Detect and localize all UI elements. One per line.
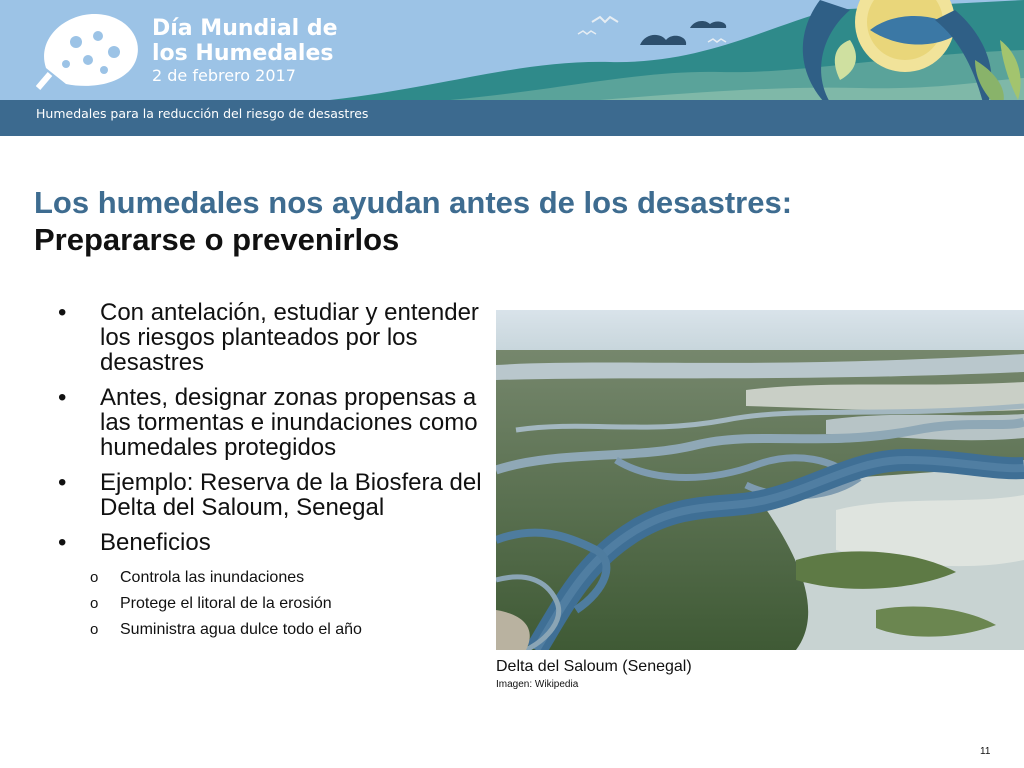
slide-title-line2: Prepararse o prevenirlos	[34, 222, 400, 257]
sub-bullet-marker: o	[90, 595, 99, 612]
sub-bullet-item	[58, 621, 498, 639]
sub-bullet-text: Suministra agua dulce todo el año	[120, 621, 362, 638]
photo-caption: Delta del Saloum (Senegal)	[496, 658, 692, 675]
bullet-text: Beneficios	[100, 529, 211, 556]
event-title-line1: Día Mundial de	[152, 16, 338, 41]
bullet-marker: •	[58, 469, 67, 496]
bullet-item	[58, 470, 498, 520]
sub-bullet-item	[58, 595, 498, 613]
page-number: 11	[980, 746, 991, 757]
bullet-text: Con antelación, estudiar y entender los riesgos planteados por los desastres	[100, 299, 479, 376]
header-banner	[0, 0, 1024, 136]
bullet-text: Antes, designar zonas propensas a las tormentas e inundaciones como humedales protegidos	[100, 384, 478, 461]
bullet-list	[58, 300, 498, 647]
sub-bullet-marker: o	[90, 569, 99, 586]
bullet-marker: •	[58, 384, 67, 411]
bullet-marker: •	[58, 299, 67, 326]
sub-bullet-marker: o	[90, 621, 99, 638]
wetlands-day-logo	[36, 8, 144, 92]
bullet-marker: •	[58, 529, 67, 556]
sub-bullet-text: Controla las inundaciones	[120, 569, 305, 586]
delta-photo	[496, 310, 1024, 650]
event-title	[152, 16, 338, 66]
slide-title-line1: Los humedales nos ayudan antes de los desastres:	[34, 185, 793, 220]
bullet-item	[58, 530, 498, 555]
banner-subtitle: Humedales para la reducción del riesgo de desastres	[36, 106, 369, 121]
bullet-item	[58, 300, 498, 375]
sub-bullet-item	[58, 569, 498, 587]
delta-aerial-image	[496, 310, 1024, 650]
photo-credit: Imagen: Wikipedia	[496, 679, 579, 690]
event-date: 2 de febrero 2017	[152, 66, 296, 85]
event-title-line2: los Humedales	[152, 41, 334, 66]
slide-title	[34, 184, 974, 258]
bullet-text: Ejemplo: Reserva de la Biosfera del Delta del Saloum, Senegal	[100, 469, 482, 521]
bullet-item	[58, 385, 498, 460]
sub-bullet-text: Protege el litoral de la erosión	[120, 595, 332, 612]
